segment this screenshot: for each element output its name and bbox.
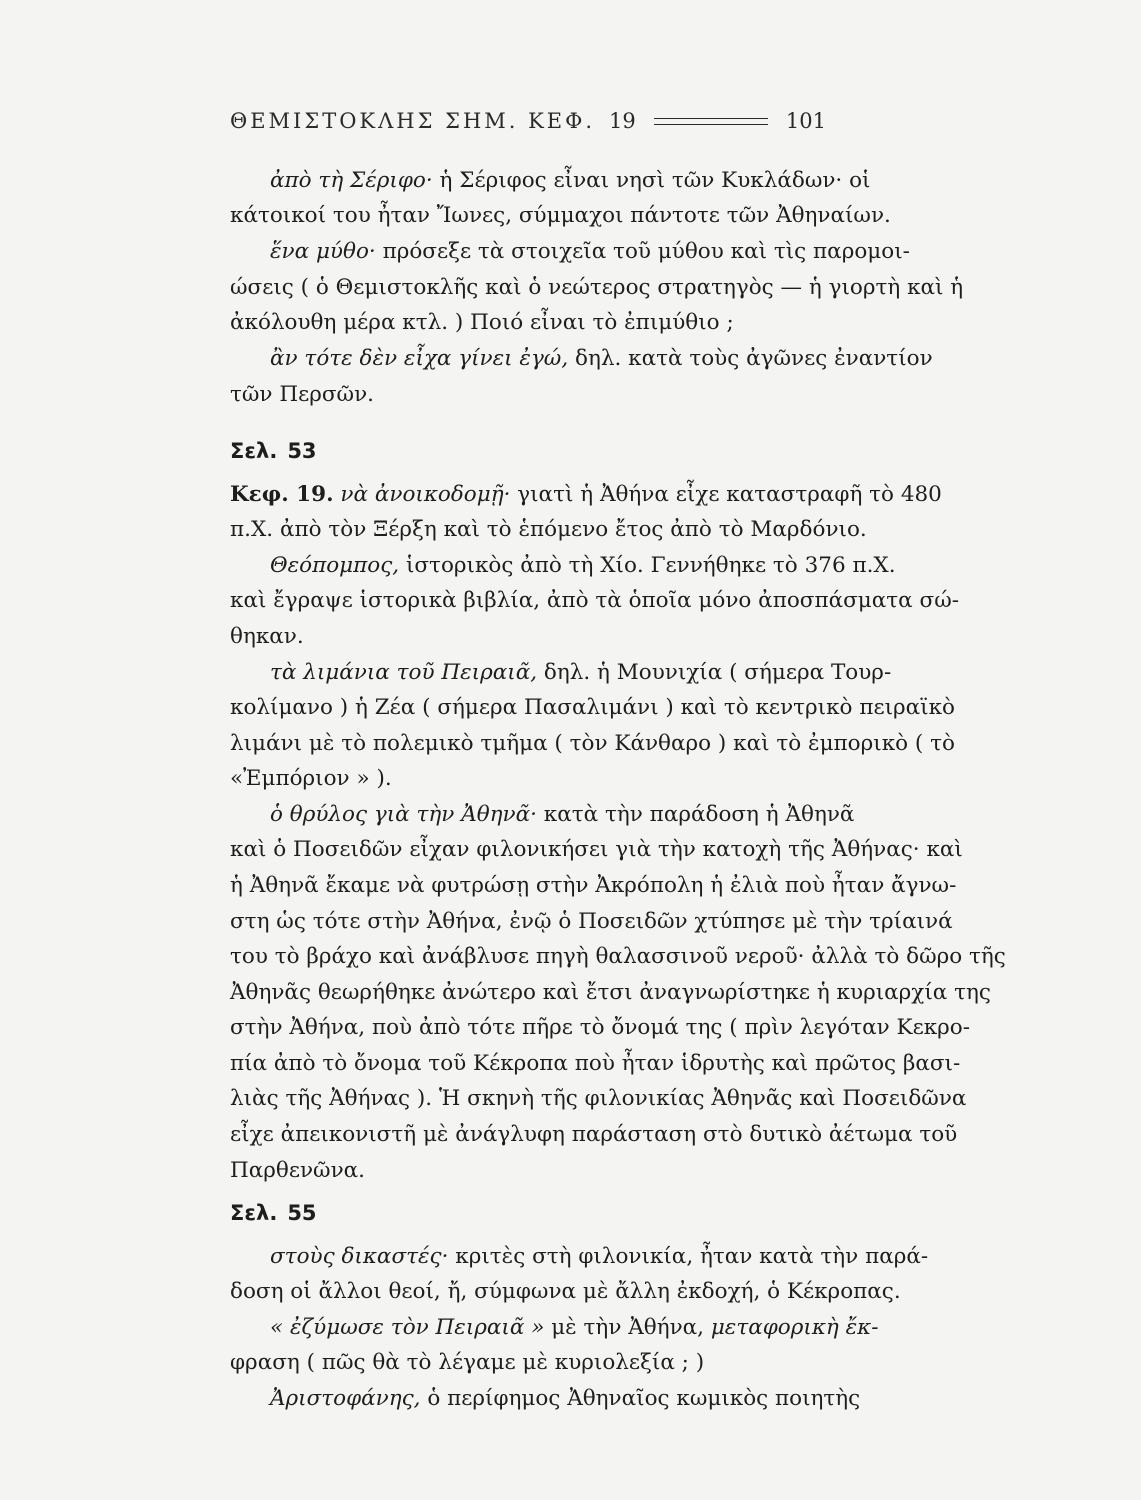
text-line: του τὸ βράχο καὶ ἀνάβλυσε πηγὴ θαλασσινοῦ νεροῦ· ἀλλὰ τὸ δῶρο τῆς	[230, 944, 1006, 969]
text-line	[270, 342, 933, 376]
text-line: θηκαν.	[230, 624, 304, 649]
text-line: τῶν Περσῶν.	[230, 382, 374, 407]
running-head	[230, 104, 826, 138]
lemma: ἀπὸ τὴ Σέριφο·	[270, 168, 433, 193]
text-line: στη ὡς τότε στὴν Ἀθήνα, ἐνῷ ὁ Ποσειδῶν χτύπησε μὲ τὴν τρίαινά	[230, 909, 953, 934]
text-line: δοση οἱ ἄλλοι θεοί, ἤ, σύμφωνα μὲ ἄλλη ἐκδοχή, ὁ Κέκροπας.	[230, 1279, 901, 1304]
line-text: γιατὶ ἡ Ἀθήνα εἶχε καταστραφῆ τὸ 480	[510, 482, 942, 507]
section-number: 55	[287, 1201, 317, 1225]
text-line: λιμάνι μὲ τὸ πολεμικὸ τμῆμα ( τὸν Κάνθαρο ) καὶ τὸ ἐμπορικὸ ( τὸ	[230, 731, 955, 756]
lemma: ἕνα μύθο·	[270, 239, 376, 264]
text-line: «Ἐμπόριον » ).	[230, 766, 392, 791]
lemma: « ἐζύμωσε τὸν Πειραιᾶ »	[270, 1315, 545, 1340]
lemma: νὰ ἀνοικοδομῇ·	[333, 482, 511, 507]
line-text: κατὰ τὴν παράδοση ἡ Ἀθηνᾶ	[536, 802, 855, 827]
line-text: ἱστορικὸς ἀπὸ τὴ Χίο. Γεννήθηκε τὸ 376 π.Χ.	[399, 553, 896, 578]
section-heading	[230, 434, 317, 468]
text-line: φραση ( πῶς θὰ τὸ λέγαμε μὲ κυριολεξία ; )	[230, 1350, 705, 1375]
text-line: Παρθενῶνα.	[230, 1158, 366, 1183]
running-head-chapter: 19	[609, 109, 636, 133]
text-line: εἶχε ἀπεικονιστῆ μὲ ἀνάγλυφη παράσταση στὸ δυτικὸ ἀέτωμα τοῦ	[230, 1122, 958, 1147]
text-line	[270, 1311, 879, 1345]
text-line	[270, 656, 892, 690]
text-line	[230, 478, 942, 512]
text-line: ἡ Ἀθηνᾶ ἔκαμε νὰ φυτρώσῃ στὴν Ἀκρόπολη ἡ ἐλιὰ ποὺ ἦταν ἄγνω-	[230, 873, 957, 898]
section-heading	[230, 1196, 317, 1230]
text-line: πία ἀπὸ τὸ ὄνομα τοῦ Κέκροπα ποὺ ἦταν ἱδρυτὴς καὶ πρῶτος βασι-	[230, 1051, 961, 1076]
lemma: ὁ θρύλος γιὰ τὴν Ἀθηνᾶ·	[270, 802, 537, 827]
line-text: δηλ. ἡ Μουνιχία ( σήμερα Τουρ-	[537, 660, 892, 685]
text-line: καὶ ἔγραψε ἱστορικὰ βιβλία, ἀπὸ τὰ ὁποῖα μόνο ἀποσπάσματα σώ-	[230, 588, 959, 613]
text-line: Ἀθηνᾶς θεωρήθηκε ἀνώτερο καὶ ἔτσι ἀναγνωρίστηκε ἡ κυριαρχία της	[230, 980, 991, 1005]
text-line	[270, 549, 896, 583]
page-number: 101	[785, 109, 826, 133]
line-text: μὲ τὴν Ἀθήνα,	[544, 1315, 704, 1340]
text-line: λιὰς τῆς Ἀθήνας ). Ἡ σκηνὴ τῆς φιλονικίας Ἀθηνᾶς καὶ Ποσειδῶνα	[230, 1086, 967, 1111]
text-line: ώσεις ( ὁ Θεμιστοκλῆς καὶ ὁ νεώτερος στρατηγὸς — ἡ γιορτὴ καὶ ἡ	[230, 275, 964, 300]
section-label: Σελ.	[230, 1201, 278, 1225]
lemma: στοὺς δικαστές·	[270, 1244, 449, 1269]
lemma: Θεόπομπος,	[270, 553, 400, 578]
text-line	[270, 1240, 929, 1274]
line-text: πρόσεξε τὰ στοιχεῖα τοῦ μύθου καὶ τὶς παρομοι-	[375, 239, 910, 264]
chapter-ref: Κεφ. 19.	[230, 482, 334, 507]
text-line: π.Χ. ἀπὸ τὸν Ξέρξη καὶ τὸ ἑπόμενο ἔτος ἀπὸ τὸ Μαρδόνιο.	[230, 517, 867, 542]
section-number: 53	[287, 439, 317, 463]
section-label: Σελ.	[230, 439, 278, 463]
running-head-title: ΘΕΜΙΣΤΟΚΛΗΣ ΣΗΜ. ΚΕΦ.	[230, 109, 596, 133]
text-line: κάτοικοί του ἦταν Ἴωνες, σύμμαχοι πάντοτε τῶν Ἀθηναίων.	[230, 203, 891, 228]
line-text: ἡ Σέριφος εἶναι νησὶ τῶν Κυκλάδων· οἱ	[432, 168, 871, 193]
line-text: δηλ. κατὰ τοὺς ἀγῶνες ἐναντίον	[568, 346, 933, 371]
text-line: καὶ ὁ Ποσειδῶν εἶχαν φιλονικήσει γιὰ τὴν κατοχὴ τῆς Ἀθήνας· καὶ	[230, 837, 963, 862]
lemma: μεταφορικὴ ἔκ-	[704, 1315, 879, 1340]
line-text: ὁ περίφημος Ἀθηναῖος κωμικὸς ποιητὴς	[420, 1386, 861, 1411]
text-line: κολίμανο ) ἡ Ζέα ( σήμερα Πασαλιμάνι ) καὶ τὸ κεντρικὸ πειραϊκὸ	[230, 695, 955, 720]
text-line	[270, 164, 871, 198]
header-double-rule	[654, 118, 768, 125]
text-line	[270, 798, 855, 832]
lemma: τὰ λιμάνια τοῦ Πειραιᾶ,	[270, 660, 538, 685]
text-line: ἀκόλουθη μέρα κτλ. ) Ποιό εἶναι τὸ ἐπιμύθιο ;	[230, 310, 734, 335]
lemma: ἂν τότε δὲν εἶχα γίνει ἐγώ,	[270, 346, 569, 371]
lemma: Ἀριστοφάνης,	[270, 1386, 421, 1411]
line-text: κριτὲς στὴ φιλονικία, ἦταν κατὰ τὴν παρά-	[448, 1244, 929, 1269]
text-line	[270, 1382, 861, 1416]
text-line: στὴν Ἀθήνα, ποὺ ἀπὸ τότε πῆρε τὸ ὄνομά της ( πρὶν λεγόταν Κεκρο-	[230, 1015, 970, 1040]
text-line	[270, 235, 910, 269]
